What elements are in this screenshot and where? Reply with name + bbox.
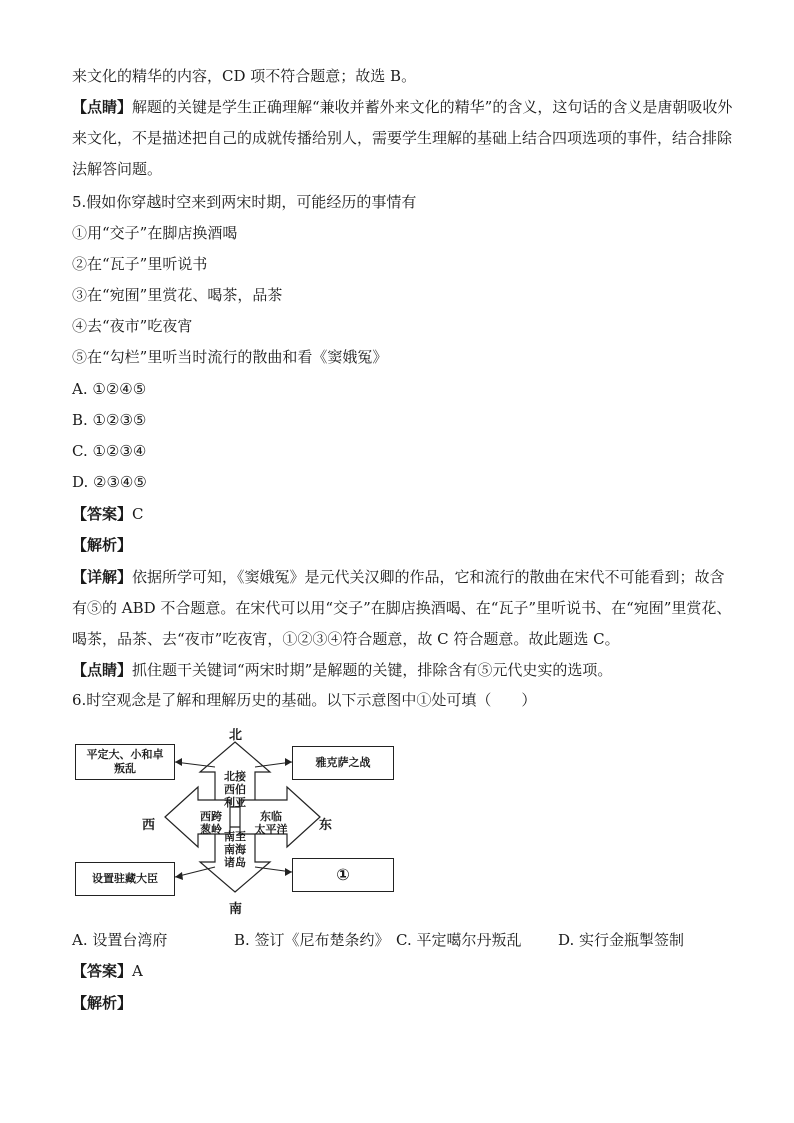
intro-dianjing xyxy=(72,92,734,185)
arrow-west-text: 西跨 葱岭 xyxy=(200,810,222,836)
arrow-south-text: 南至 南海 诸岛 xyxy=(224,830,246,869)
q6-option-b: B. 签订《尼布楚条约》 xyxy=(234,931,390,949)
label-east: 东 xyxy=(319,818,333,833)
label-south: 南 xyxy=(229,902,243,917)
q5-item-5: ⑤在“勾栏”里听当时流行的散曲和看《窦娥冤》 xyxy=(72,348,388,366)
q5-option-c: C. ①②③④ xyxy=(72,442,147,460)
xiangjie-label: 【详解】 xyxy=(72,568,133,586)
answer-label: 【答案】 xyxy=(72,962,133,980)
xiangjie-text: 依据所学可知，《窦娥冤》是元代关汉卿的作品，它和流行的散曲在宋代不可能看到；故含有⑤的 ABD 不合题意。在宋代可以用“交子”在脚店换酒喝、在“瓦子”里听说书、在“宛囿”里赏花、喝茶，品茶、去“夜市”吃夜宵，①②③④符合题意，故 C 符合题意。故此题选 C。 xyxy=(72,568,732,648)
label-north: 北 xyxy=(229,728,243,743)
box-northeast: 雅克萨之战 xyxy=(292,746,394,780)
q5-option-b: B. ①②③⑤ xyxy=(72,411,147,429)
q5-option-d: D. ②③④⑤ xyxy=(72,473,147,491)
q6-option-c: C. 平定噶尔丹叛乱 xyxy=(396,931,522,949)
q6-option-d: D. 实行金瓶掣签制 xyxy=(558,931,685,949)
q5-xiangjie xyxy=(72,562,734,655)
q5-item-3: ③在“宛囿”里赏花、喝茶，品茶 xyxy=(72,286,283,304)
q5-stem: 5.假如你穿越时空来到两宋时期，可能经历的事情有 xyxy=(72,193,417,211)
q5-item-4: ④去“夜市”吃夜宵 xyxy=(72,317,193,335)
q5-item-2: ②在“瓦子”里听说书 xyxy=(72,255,208,273)
dianjing-text: 抓住题干关键词“两宋时期”是解题的关键，排除含有⑤元代史实的选项。 xyxy=(132,661,613,679)
dianjing-label: 【点睛】 xyxy=(72,98,133,116)
answer-value: A xyxy=(132,962,143,980)
label-west: 西 xyxy=(142,818,156,833)
connector-sw-head xyxy=(175,872,183,880)
intro-line: 来文化的精华的内容，CD 项不符合题意；故选 B。 xyxy=(72,67,417,85)
q5-answer xyxy=(72,504,734,524)
q6-jiexi-label: 【解析】 xyxy=(72,994,133,1012)
arrow-east-text: 东临 太平洋 xyxy=(254,810,288,836)
dianjing-label: 【点睛】 xyxy=(72,661,133,679)
answer-value: C xyxy=(132,505,144,523)
q5-option-a: A. ①②④⑤ xyxy=(72,380,147,398)
connector-nw-head xyxy=(175,758,182,766)
q6-answer xyxy=(72,961,734,981)
connector-se-head xyxy=(285,868,292,876)
answer-label: 【答案】 xyxy=(72,505,133,523)
q5-dianjing xyxy=(72,660,734,680)
q6-options xyxy=(72,930,732,950)
q6-option-a: A. 设置台湾府 xyxy=(72,931,168,949)
q5-item-1: ①用“交子”在脚店换酒喝 xyxy=(72,224,238,242)
dianjing-text: 解题的关键是学生正确理解“兼收并蓄外来文化的精华”的含义，这句话的含义是唐朝吸收外来文化，不是描述把自己的成就传播给别人，需要学生理解的基础上结合四项选项的事件，结合排除法解答问题。 xyxy=(72,98,733,178)
arrow-north-text: 北接 西伯 利亚 xyxy=(224,770,246,809)
connector-ne-head xyxy=(285,758,292,766)
box-northwest: 平定大、小和卓 叛乱 xyxy=(75,744,175,780)
box-southeast-blank: ① xyxy=(292,858,394,892)
compass-diagram xyxy=(70,722,400,917)
q6-stem: 6.时空观念是了解和理解历史的基础。以下示意图中①处可填（ ） xyxy=(72,691,537,709)
q5-jiexi-label: 【解析】 xyxy=(72,536,133,554)
box-southwest: 设置驻藏大臣 xyxy=(75,862,175,896)
